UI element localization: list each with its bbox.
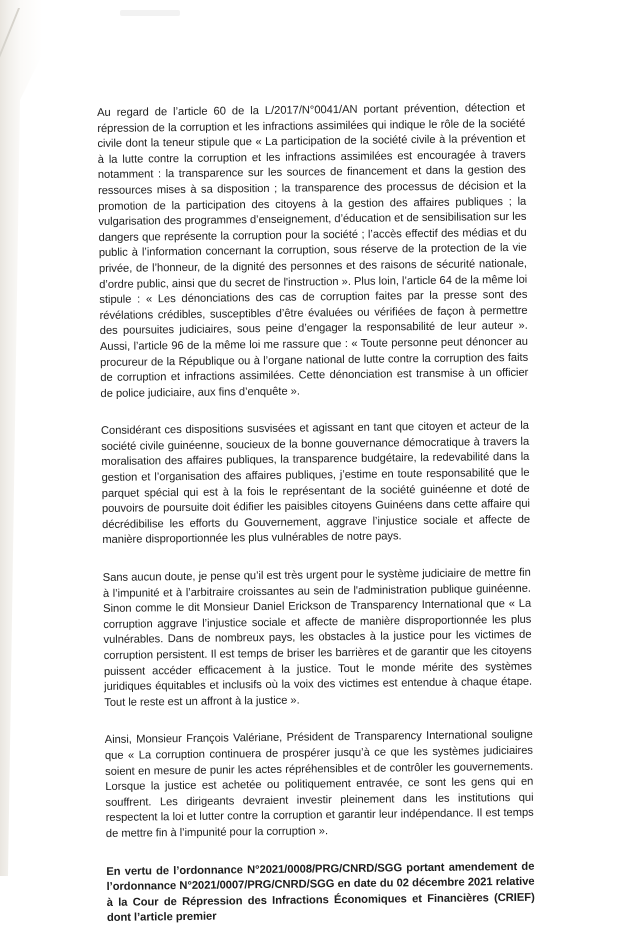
paragraph-francois-valeriane-quote: Ainsi, Monsieur François Valériane, Président de Transparency International souligne que « La corruption continuera de prospérer jusqu’à ce que les systèmes judiciaires soient en mesure de punir les actes répréhensibles et de contrôler les gouvernements. Lorsque la justice est achetée ou politiquement entravée, ce sont les gens qui en souffrent. Les dirigeants devraient investir pleinement dans les institutions qui respectent la loi et lutter contre la corruption et garantir leur indépendance. Il est temps de mettre fin à l’impunité pour la corruption ». (104, 729, 534, 840)
faint-header-mark (120, 10, 180, 16)
paragraph-legal-context: Au regard de l’article 60 de la L/2017/N°0041/AN portant prévention, détection et répression de la corruption et les infractions assimilées qui indique le rôle de la société civile dont la teneur stipule que « La participation de la société civile à la prévention et à la lutte contre la corruption et les infractions assimilées est encouragée à travers notamment : la transparence sur les sources de financement et dans la gestion des ressources mises à sa disposition ; la transparence des processus de décision et la promotion de la participation des citoyens à la gestion des affaires publiques ; la vulgarisation des programmes d’enseignement, d’éducation et de sensibilisation sur les dangers que représente la corruption pour la société ; l’accès effectif des médias et du public à l’information concernant la corruption, sous réserve de la protection de la vie privée, de l’honneur, de la dignité des personnes et des raisons de sécurité nationale, d’ordre public, ainsi que du secret de l'instruction ». Plus loin, l’article 64 de la même loi stipule : « Les dénonciations des cas de corruption faites par la presse sont des révélations crédibles, susceptibles d’être évaluées ou vérifiées de façon à permettre des poursuites judiciaires, sous peine d’engager la responsabilité de leur auteur ». Aussi, l’article 96 de la même loi me rassure que : « Toute personne peut dénoncer au procureur de la République ou à l’organe national de lutte contre la corruption des faits de corruption et infractions assimilées. Cette dénonciation est transmise à un officier de police judiciaire, aux fins d’enquête ». (97, 101, 529, 400)
paragraph-daniel-erickson-quote: Sans aucun doute, je pense qu’il est très urgent pour le système judiciaire de mettre fin à l’impunité et à l’arbitraire croissantes au sein de l'administration publique guinéenne. Sinon comme le dit Monsieur Daniel Erickson de Transparency International que « La corruption aggrave l’injustice sociale et affecte de manière disproportionnée les plus vulnérables. Dans de nombreux pays, les obstacles à la justice pour les victimes de corruption persistent. Il est temps de briser les barrières et de garantir que les citoyens puissent accéder efficacement à la justice. Tout le monde mérite des systèmes juridiques équitables et inclusifs où la voix des victimes est entendue à chaque étape. Tout le reste est un affront à la justice ». (102, 566, 533, 709)
scan-shadow-edge (0, 0, 70, 876)
paragraph-ordonnance-crief: En vertu de l’ordonnance N°2021/0008/PRG/CNRD/SGG portant amendement de l’ordonnance N°2021/0007/PRG/CNRD/SGG en date du 02 décembre 2021 relative à la Cour de Répression des Infractions Économiques et Financières (CRIEF) dont l’article premier (106, 860, 535, 925)
document-page (97, 101, 535, 927)
paragraph-considerations: Considérant ces dispositions susvisées et agissant en tant que citoyen et acteur de la société civile guinéenne, soucieux de la bonne gouvernance démocratique à travers la moralisation des affaires publiques, la transparence budgétaire, la redevabilité dans la gestion et l’organisation des affaires publiques, j’estime en toute responsabilité que le parquet spécial qui est à la fois le représentant de la société guinéenne et doté de pouvoirs de poursuite doit édifier les paisibles citoyens Guinéens dans cette affaire qui décrédibilise les efforts du Gouvernement, aggrave l’injustice sociale et affecte de manière disproportionnée les plus vulnérables de notre pays. (100, 420, 531, 547)
